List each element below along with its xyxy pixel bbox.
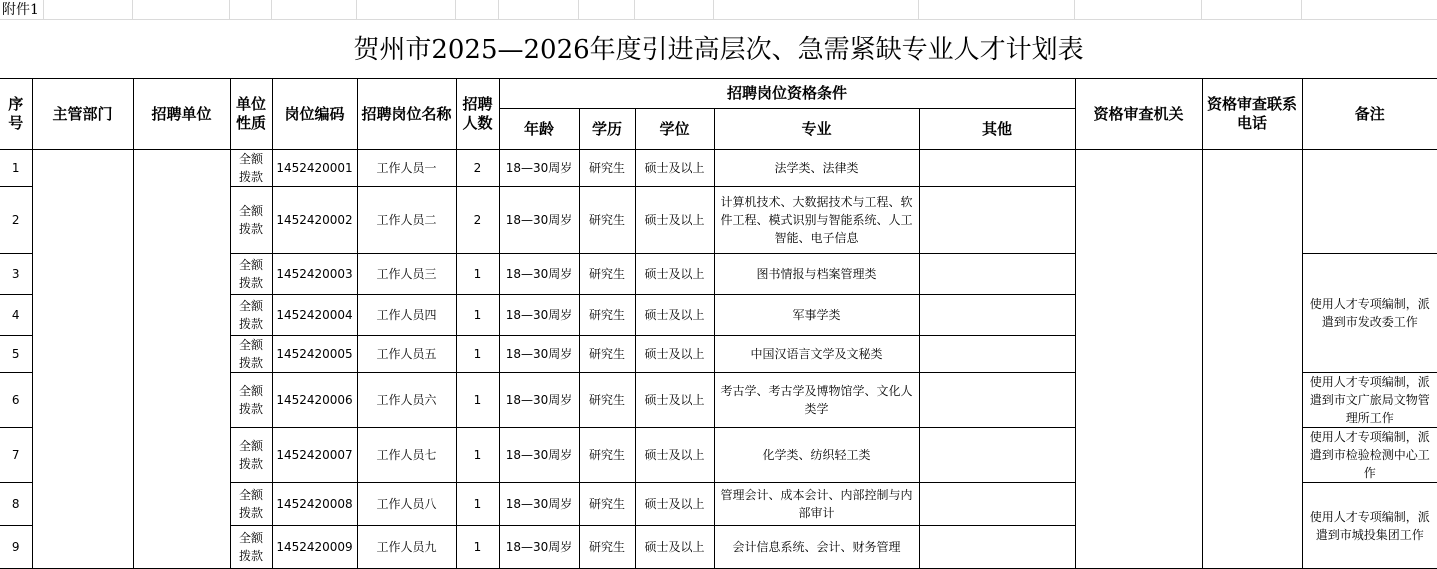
cell-other xyxy=(919,254,1075,295)
cell-other xyxy=(919,373,1075,428)
cell-seq: 3 xyxy=(0,254,32,295)
sheet-gridline xyxy=(43,0,44,19)
cell-seq: 5 xyxy=(0,336,32,373)
cell-other xyxy=(919,150,1075,187)
cell-code: 1452420002 xyxy=(272,187,357,254)
cell-other xyxy=(919,483,1075,526)
cell-major: 图书情报与档案管理类 xyxy=(714,254,919,295)
header-edu: 学历 xyxy=(579,109,635,150)
cell-nature: 全额拨款 xyxy=(230,295,272,336)
table-row xyxy=(0,150,1437,187)
sheet-gridline xyxy=(1074,0,1075,19)
cell-remark xyxy=(1302,150,1437,254)
cell-post: 工作人员七 xyxy=(357,428,456,483)
sheet-gridline xyxy=(271,0,272,19)
cell-degree: 硕士及以上 xyxy=(635,150,714,187)
cell-major: 中国汉语言文学及文秘类 xyxy=(714,336,919,373)
cell-seq: 2 xyxy=(0,187,32,254)
sheet-gridline xyxy=(132,0,133,19)
cell-post: 工作人员四 xyxy=(357,295,456,336)
cell-nature: 全额拨款 xyxy=(230,483,272,526)
cell-code: 1452420005 xyxy=(272,336,357,373)
cell-seq: 9 xyxy=(0,526,32,569)
cell-other xyxy=(919,428,1075,483)
cell-edu: 研究生 xyxy=(579,150,635,187)
header-review-authority: 资格审查机关 xyxy=(1075,79,1202,150)
cell-edu: 研究生 xyxy=(579,428,635,483)
cell-other xyxy=(919,336,1075,373)
cell-age: 18—30周岁 xyxy=(499,336,579,373)
cell-degree: 硕士及以上 xyxy=(635,254,714,295)
cell-seq: 6 xyxy=(0,373,32,428)
cell-nature: 全额拨款 xyxy=(230,428,272,483)
sheet-gridline xyxy=(0,19,1437,20)
cell-age: 18—30周岁 xyxy=(499,295,579,336)
cell-degree: 硕士及以上 xyxy=(635,526,714,569)
cell-post: 工作人员九 xyxy=(357,526,456,569)
header-remark: 备注 xyxy=(1302,79,1437,150)
cell-remark: 使用人才专项编制，派遣到市发改委工作 xyxy=(1302,254,1437,373)
cell-dept-merged xyxy=(32,150,133,569)
sheet-gridline xyxy=(713,0,714,19)
attachment-label: 附件1 xyxy=(2,2,39,18)
header-nature: 单位性质 xyxy=(230,79,272,150)
cell-major: 法学类、法律类 xyxy=(714,150,919,187)
header-review-phone: 资格审查联系电话 xyxy=(1202,79,1302,150)
sheet-gridline xyxy=(1301,0,1302,19)
cell-post: 工作人员一 xyxy=(357,150,456,187)
sheet-gridline xyxy=(498,0,499,19)
cell-degree: 硕士及以上 xyxy=(635,187,714,254)
cell-remark: 使用人才专项编制，派遣到市文广旅局文物管理所工作 xyxy=(1302,373,1437,428)
cell-major: 管理会计、成本会计、内部控制与内部审计 xyxy=(714,483,919,526)
header-major: 专业 xyxy=(714,109,919,150)
header-degree: 学位 xyxy=(635,109,714,150)
cell-seq: 8 xyxy=(0,483,32,526)
cell-edu: 研究生 xyxy=(579,373,635,428)
sheet-gridline xyxy=(229,0,230,19)
cell-count: 1 xyxy=(456,254,499,295)
cell-seq: 7 xyxy=(0,428,32,483)
cell-degree: 硕士及以上 xyxy=(635,295,714,336)
cell-post: 工作人员六 xyxy=(357,373,456,428)
cell-nature: 全额拨款 xyxy=(230,526,272,569)
cell-code: 1452420001 xyxy=(272,150,357,187)
cell-edu: 研究生 xyxy=(579,187,635,254)
cell-age: 18—30周岁 xyxy=(499,483,579,526)
cell-remark: 使用人才专项编制，派遣到市检验检测中心工作 xyxy=(1302,428,1437,483)
cell-major: 计算机技术、大数据技术与工程、软件工程、模式识别与智能系统、人工智能、电子信息 xyxy=(714,187,919,254)
header-code: 岗位编码 xyxy=(272,79,357,150)
cell-age: 18—30周岁 xyxy=(499,428,579,483)
cell-edu: 研究生 xyxy=(579,254,635,295)
header-dept: 主管部门 xyxy=(32,79,133,150)
cell-post: 工作人员五 xyxy=(357,336,456,373)
cell-post: 工作人员二 xyxy=(357,187,456,254)
cell-age: 18—30周岁 xyxy=(499,150,579,187)
cell-other xyxy=(919,526,1075,569)
cell-nature: 全额拨款 xyxy=(230,373,272,428)
cell-edu: 研究生 xyxy=(579,336,635,373)
cell-count: 1 xyxy=(456,336,499,373)
sheet-gridline xyxy=(918,0,919,19)
cell-code: 1452420008 xyxy=(272,483,357,526)
cell-remark: 使用人才专项编制，派遣到市城投集团工作 xyxy=(1302,483,1437,569)
cell-major: 化学类、纺织轻工类 xyxy=(714,428,919,483)
cell-seq: 1 xyxy=(0,150,32,187)
cell-seq: 4 xyxy=(0,295,32,336)
cell-degree: 硕士及以上 xyxy=(635,373,714,428)
recruitment-table xyxy=(0,78,1437,569)
cell-unit-merged xyxy=(133,150,230,569)
cell-nature: 全额拨款 xyxy=(230,187,272,254)
header-unit: 招聘单位 xyxy=(133,79,230,150)
cell-edu: 研究生 xyxy=(579,483,635,526)
cell-major: 考古学、考古学及博物馆学、文化人类学 xyxy=(714,373,919,428)
cell-age: 18—30周岁 xyxy=(499,526,579,569)
cell-code: 1452420003 xyxy=(272,254,357,295)
header-seq: 序号 xyxy=(0,79,32,150)
cell-count: 2 xyxy=(456,150,499,187)
cell-count: 1 xyxy=(456,428,499,483)
cell-other xyxy=(919,295,1075,336)
cell-count: 1 xyxy=(456,295,499,336)
header-post: 招聘岗位名称 xyxy=(357,79,456,150)
cell-phone-merged xyxy=(1202,150,1302,569)
cell-major: 军事学类 xyxy=(714,295,919,336)
cell-count: 1 xyxy=(456,373,499,428)
cell-count: 1 xyxy=(456,526,499,569)
sheet-gridline xyxy=(356,0,357,19)
cell-code: 1452420007 xyxy=(272,428,357,483)
cell-age: 18—30周岁 xyxy=(499,254,579,295)
cell-post: 工作人员三 xyxy=(357,254,456,295)
cell-code: 1452420009 xyxy=(272,526,357,569)
header-qualifications: 招聘岗位资格条件 xyxy=(499,79,1075,109)
sheet-gridline xyxy=(1201,0,1202,19)
cell-nature: 全额拨款 xyxy=(230,336,272,373)
cell-major: 会计信息系统、会计、财务管理 xyxy=(714,526,919,569)
cell-code: 1452420004 xyxy=(272,295,357,336)
header-count: 招聘人数 xyxy=(456,79,499,150)
cell-post: 工作人员八 xyxy=(357,483,456,526)
cell-nature: 全额拨款 xyxy=(230,150,272,187)
cell-edu: 研究生 xyxy=(579,295,635,336)
cell-count: 2 xyxy=(456,187,499,254)
cell-nature: 全额拨款 xyxy=(230,254,272,295)
header-other: 其他 xyxy=(919,109,1075,150)
sheet-gridline xyxy=(455,0,456,19)
cell-degree: 硕士及以上 xyxy=(635,336,714,373)
cell-edu: 研究生 xyxy=(579,526,635,569)
sheet-gridline xyxy=(634,0,635,19)
cell-other xyxy=(919,187,1075,254)
sheet-gridline xyxy=(578,0,579,19)
cell-review-merged xyxy=(1075,150,1202,569)
cell-count: 1 xyxy=(456,483,499,526)
page-title: 贺州市2025—2026年度引进高层次、急需紧缺专业人才计划表 xyxy=(353,35,1084,65)
cell-age: 18—30周岁 xyxy=(499,373,579,428)
cell-degree: 硕士及以上 xyxy=(635,428,714,483)
cell-degree: 硕士及以上 xyxy=(635,483,714,526)
header-age: 年龄 xyxy=(499,109,579,150)
cell-age: 18—30周岁 xyxy=(499,187,579,254)
cell-code: 1452420006 xyxy=(272,373,357,428)
